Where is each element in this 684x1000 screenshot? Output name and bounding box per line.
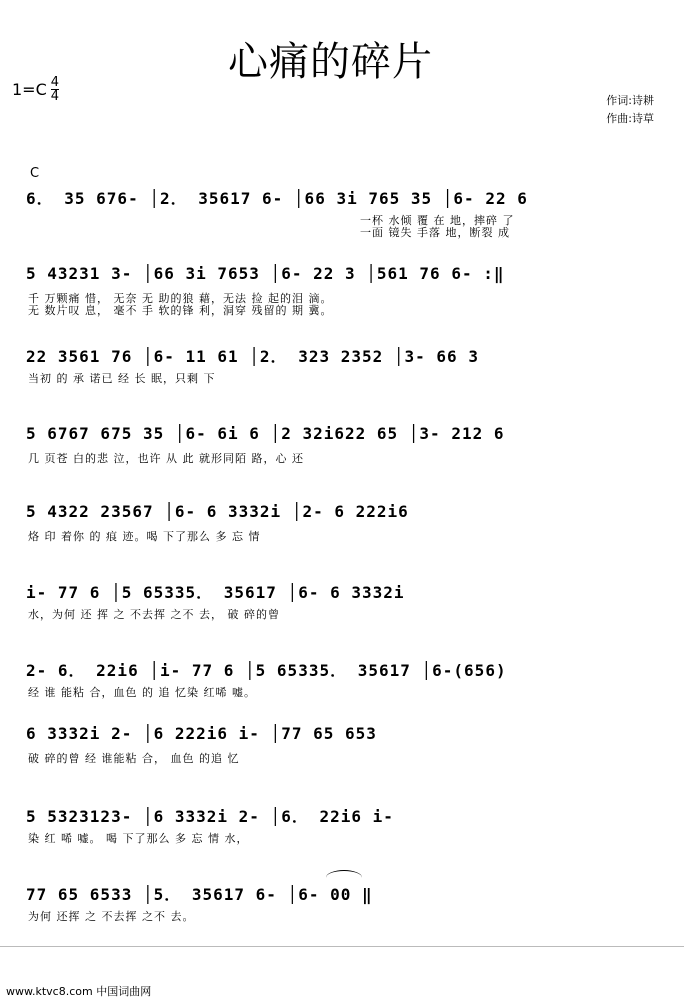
melody-line-1: 6． 35 676- │2． 35617 6- │66 3i 765 35 │6- 22 6 (26, 189, 528, 208)
lyric-line-7: 经 谁 能粘 合，血色 的 追 忆染 红唏 嘘。 (28, 686, 256, 699)
lyric-line-1a: 一杯 水倾 覆 在 地，摔碎 了 (360, 214, 515, 227)
lyric-line-2b: 无 数片叹 息， 毫不 手 软的锋 利，洞穿 残留的 期 冀。 (28, 304, 333, 317)
key-label: 1=C (12, 80, 47, 99)
melody-line-7: 2- 6． 22i6 │i- 77 6 │5 65335． 35617 │6-(656) (26, 661, 507, 680)
melody-line-4: 5 6767 675 35 │6- 6i 6 │2 32i622 65 │3- 212 6 (26, 424, 505, 443)
lyricist: 作词:诗耕 (606, 94, 654, 107)
time-signature (51, 76, 59, 103)
melody-line-6: i- 77 6 │5 65335． 35617 │6- 6 3332i (26, 583, 405, 602)
melody-line-8: 6 3332i 2- │6 222i6 i- │77 65 653 (26, 724, 377, 743)
lyric-line-4: 几 页苍 白的悲 泣，也许 从 此 就形同陌 路，心 还 (28, 452, 304, 465)
time-numerator: 4 (50, 75, 60, 90)
song-title: 心痛的碎片 (228, 39, 433, 85)
lyric-line-8: 破 碎的曾 经 谁能粘 合， 血色 的追 忆 (28, 752, 240, 765)
lyric-line-9: 染 红 唏 嘘。 喝 下了那么 多 忘 情 水， (28, 832, 249, 845)
composer: 作曲:诗草 (606, 112, 654, 125)
melody-line-3: 22 3561 76 │6- 11 61 │2． 323 2352 │3- 66 3 (26, 347, 479, 366)
lyric-line-2a: 千 万颗痛 惜， 无奈 无 助的狼 藉，无法 捡 起的泪 滴。 (28, 292, 333, 305)
melody-line-9: 5 5323123- │6 3332i 2- │6． 22i6 i- (26, 807, 394, 826)
lyric-line-6: 水，为何 还 挥 之 不去挥 之不 去， 破 碎的曾 (28, 608, 280, 621)
footer-divider (0, 946, 684, 947)
melody-line-2: 5 43231 3- │66 3i 7653 │6- 22 3 │561 76 6- :‖ (26, 264, 505, 283)
lyric-line-10: 为何 还挥 之 不去挥 之不 去。 (28, 910, 195, 923)
melody-line-10: 77 65 6533 │5． 35617 6- │6- 00 ‖ (26, 885, 373, 904)
time-denominator: 4 (50, 89, 60, 104)
lyric-line-3: 当初 的 承 诺已 经 长 眠，只剩 下 (28, 372, 216, 385)
footer-source: www.ktvc8.com 中国词曲网 (6, 985, 152, 998)
lyric-line-5: 烙 印 着你 的 痕 迹。喝 下了那么 多 忘 情 (28, 530, 261, 543)
credits (606, 92, 654, 128)
melody-line-5: 5 4322 23567 │6- 6 3332i │2- 6 222i6 (26, 502, 409, 521)
section-mark: C (30, 166, 40, 181)
lyric-line-1b: 一面 镜失 手落 地，断裂 成 (360, 226, 510, 239)
key-signature (12, 76, 59, 103)
